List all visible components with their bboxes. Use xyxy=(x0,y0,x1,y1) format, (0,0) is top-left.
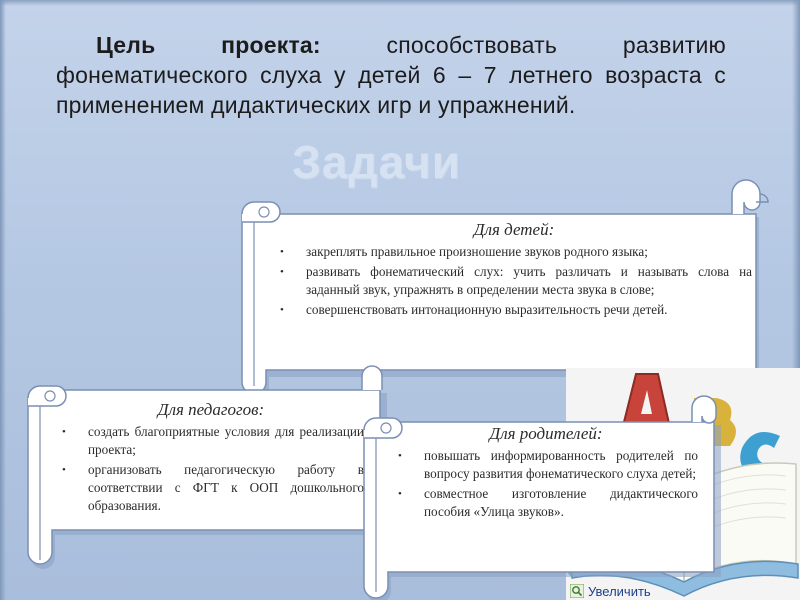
enlarge-link[interactable] xyxy=(570,582,651,600)
scroll-children-title: Для детей: xyxy=(473,220,555,239)
scroll-parents-title: Для родителей: xyxy=(489,424,603,443)
list-item: • совершенствовать интонационную выразительность речи детей. xyxy=(280,302,668,317)
scroll-teachers xyxy=(58,400,364,517)
list-item: • повышать информированность родителей по вопросу развития фонематического слуха детей; xyxy=(398,448,698,481)
bullet-icon: • xyxy=(280,266,284,278)
list-item: • закреплять правильное произношение звуков родного языка; xyxy=(280,244,648,259)
bullet-icon: • xyxy=(62,426,66,438)
frame-top xyxy=(0,0,800,6)
bullet-icon: • xyxy=(280,304,284,316)
bullet-icon: • xyxy=(398,450,402,462)
goal-text: способствовать развитию фонематического слуха у детей 6 – 7 летнего возраста с применением дидактических игр и упражнений. xyxy=(56,32,726,118)
scroll-parents xyxy=(394,424,698,523)
teachers-task-list xyxy=(58,423,364,515)
project-goal xyxy=(56,30,726,120)
children-task-list xyxy=(276,243,752,319)
bullet-icon: • xyxy=(280,246,284,258)
frame-left xyxy=(0,0,6,600)
list-item: • развивать фонематический слух: учить различать и называть слова на заданный звук, упражнять в определении места звука в слове; xyxy=(280,264,752,297)
list-item: • совместное изготовление дидактического пособия «Улица звуков». xyxy=(398,486,698,519)
scroll-teachers-title: Для педагогов: xyxy=(157,400,265,419)
list-item: • создать благоприятные условия для реализации проекта; xyxy=(62,424,364,457)
magnifier-icon xyxy=(570,584,584,598)
tasks-heading: Задачи xyxy=(292,136,462,188)
goal-label: Цель проекта: xyxy=(96,32,321,58)
bullet-icon: • xyxy=(398,488,402,500)
list-item: • организовать педагогическую работу в соответствии с ФГТ к ООП дошкольного образования. xyxy=(62,462,364,513)
parents-task-list xyxy=(394,447,698,521)
bullet-icon: • xyxy=(62,464,66,476)
scroll-children xyxy=(276,220,752,321)
enlarge-label[interactable]: Увеличить xyxy=(588,583,651,599)
